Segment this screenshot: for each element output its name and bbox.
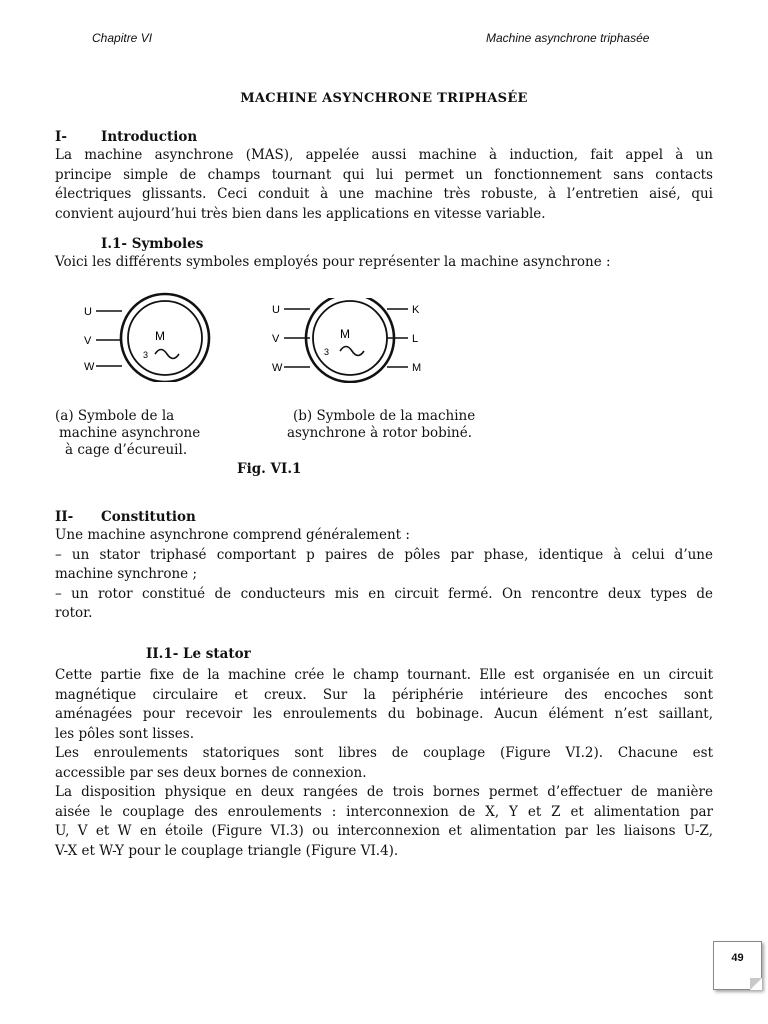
text-line: Une machine asynchrone comprend généralement : bbox=[55, 527, 410, 543]
text-line: accessible par ses deux bornes de connexion. bbox=[55, 764, 367, 781]
text-line: rotor. bbox=[55, 605, 93, 621]
section-number: II- bbox=[55, 509, 74, 525]
text-line: Les enroulements statoriques sont libres de couplage (Figure VI.2). Chacune est bbox=[55, 745, 713, 761]
subject-header: Machine asynchrone triphasée bbox=[486, 31, 650, 45]
introduction-paragraph bbox=[55, 146, 713, 224]
text-line: les pôles sont lisses. bbox=[55, 725, 194, 742]
subsection-heading-symboles: I.1- Symboles bbox=[101, 236, 204, 252]
page-title: MACHINE ASYNCHRONE TRIPHASÉE bbox=[240, 91, 528, 106]
terminal-label: U bbox=[272, 304, 280, 316]
stator-paragraph bbox=[55, 666, 713, 861]
text-line: convient aujourd’hui très bien dans les applications en vitesse variable. bbox=[55, 205, 546, 222]
text-line: La machine asynchrone (MAS), appelée aussi machine à induction, fait appel à un bbox=[55, 147, 713, 163]
phase-count: 3 bbox=[143, 350, 149, 360]
terminal-label: V bbox=[272, 333, 280, 345]
text-line: – un stator triphasé comportant p paires de pôles par phase, identique à celui d’une bbox=[55, 546, 713, 563]
terminal-label: U bbox=[84, 306, 92, 318]
symbol-wound-rotor-machine bbox=[270, 298, 430, 387]
phase-count: 3 bbox=[324, 347, 330, 357]
section-title: Constitution bbox=[101, 509, 196, 525]
figure-label: Fig. VI.1 bbox=[237, 461, 302, 477]
text-line: Cette partie fixe de la machine crée le champ tournant. Elle est organisée en un circuit bbox=[55, 667, 713, 683]
section-title: Introduction bbox=[101, 129, 198, 145]
page-number: 49 bbox=[731, 952, 744, 964]
symboles-intro-text bbox=[55, 253, 713, 273]
text-line: U, V et W en étoile (Figure VI.3) ou interconnexion et alimentation par les liaisons U-Z, bbox=[55, 823, 713, 839]
caption-a bbox=[55, 408, 200, 459]
symbol-cage-machine bbox=[80, 292, 215, 386]
caption-b bbox=[287, 408, 475, 442]
motor-letter: M bbox=[155, 329, 165, 343]
text-line: V-X et W-Y pour le couplage triangle (Figure VI.4). bbox=[55, 842, 399, 859]
chapter-header: Chapitre VI bbox=[92, 31, 153, 45]
motor-letter: M bbox=[340, 327, 350, 341]
terminal-label: W bbox=[272, 362, 283, 374]
terminal-label: L bbox=[412, 333, 419, 345]
constitution-paragraph bbox=[55, 526, 713, 624]
caption-line: (b) Symbole de la machine bbox=[293, 408, 476, 424]
text-line: aisée le couplage des enroulements : interconnexion de X, Y et Z et alimentation par bbox=[55, 803, 713, 820]
text-line: Voici les différents symboles employés pour représenter la machine asynchrone : bbox=[55, 254, 611, 270]
text-line: magnétique circulaire et creux. Sur la périphérie intérieure des encoches sont bbox=[55, 686, 713, 703]
text-line: machine synchrone ; bbox=[55, 566, 198, 582]
terminal-label: W bbox=[84, 361, 95, 373]
text-line: – un rotor constitué de conducteurs mis en circuit fermé. On rencontre deux types de bbox=[55, 585, 713, 602]
text-line: électriques glissants. Ceci conduit à une machine très robuste, à l’entretien aisé, qui bbox=[55, 186, 713, 202]
caption-line: à cage d’écureuil. bbox=[65, 442, 188, 458]
caption-line: asynchrone à rotor bobiné. bbox=[287, 425, 473, 441]
terminal-label: K bbox=[412, 304, 420, 316]
page-curl bbox=[750, 978, 762, 990]
section-heading-constitution bbox=[55, 509, 196, 525]
text-line: La disposition physique en deux rangées de trois bornes permet d’effectuer de manière bbox=[55, 784, 713, 800]
page-number-box bbox=[713, 941, 762, 990]
text-line: aménagées pour recevoir les enroulements du bobinage. Aucun élément n’est saillant, bbox=[55, 706, 713, 722]
text-line: principe simple de champs tournant qui lui permet un fonctionnement sans contacts bbox=[55, 166, 713, 183]
terminal-label: M bbox=[412, 362, 422, 374]
terminal-label: V bbox=[84, 335, 92, 347]
subsection-heading-stator: II.1- Le stator bbox=[146, 646, 251, 662]
section-number: I- bbox=[55, 129, 67, 145]
caption-line: (a) Symbole de la bbox=[55, 408, 175, 424]
caption-line: machine asynchrone bbox=[59, 425, 201, 441]
section-heading-introduction bbox=[55, 129, 197, 145]
